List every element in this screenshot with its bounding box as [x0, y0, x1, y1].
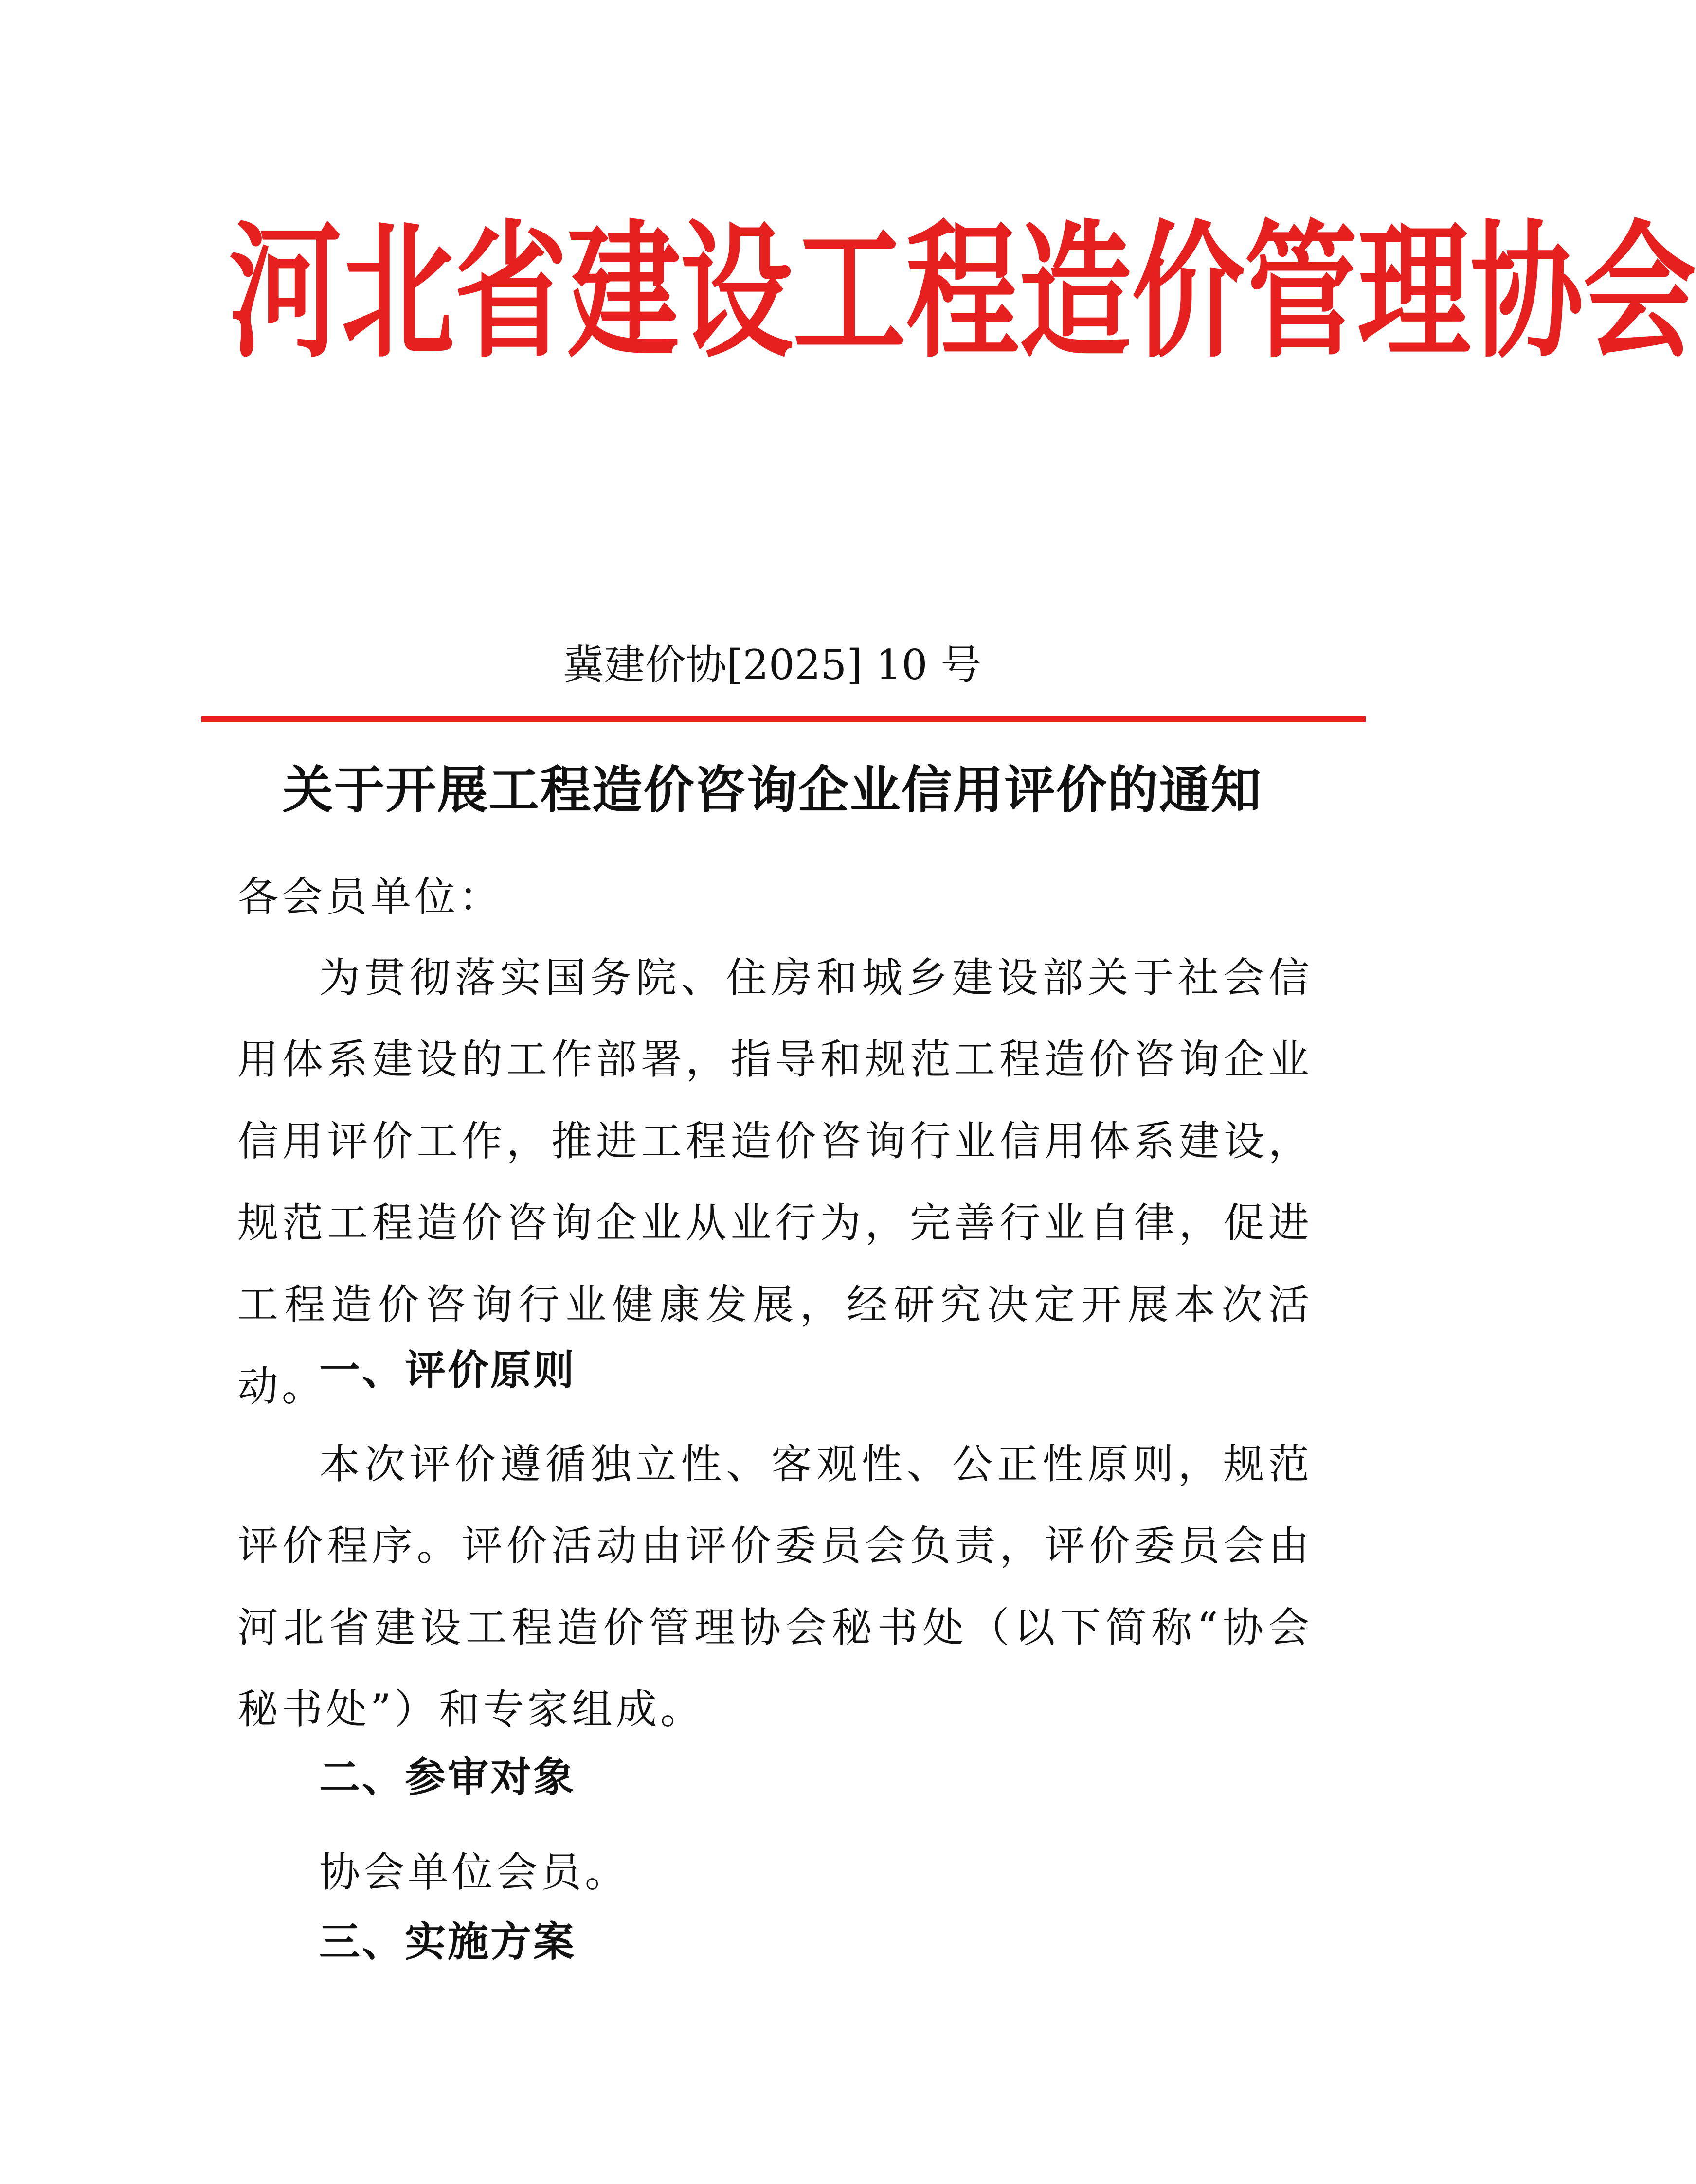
participants-paragraph-text: 协会单位会员。 — [319, 1848, 630, 1896]
masthead-char: 设 — [680, 205, 794, 378]
masthead-title — [229, 184, 1696, 399]
masthead-char: 协 — [1470, 205, 1584, 378]
masthead-char: 管 — [1245, 205, 1358, 378]
masthead-char: 理 — [1357, 205, 1471, 378]
masthead-char: 省 — [454, 205, 568, 378]
red-divider-rule — [201, 716, 1366, 722]
section-heading-principles: 一、评价原则 — [319, 1346, 577, 1394]
masthead-char: 程 — [906, 205, 1019, 378]
section-heading-implementation: 三、实施方案 — [319, 1918, 577, 1966]
intro-paragraph-text: 为贯彻落实国务院、住房和城乡建设部关于社会信用体系建设的工作部署，指导和规范工程造价咨询企业信用评价工作，推进工程造价咨询行业信用体系建设，规范工程造价咨询企业从业行为，完善行业自律，促进工程造价咨询行业健康发展，经研究决定开展本次活动。 — [237, 954, 1313, 1410]
masthead-char: 会 — [1583, 205, 1696, 378]
document-number: 冀建价协[2025] 10 号 — [563, 641, 982, 689]
section-body-principles — [237, 1423, 1313, 1750]
section-heading-participants: 二、参审对象 — [319, 1754, 577, 1801]
masthead-char: 工 — [793, 205, 906, 378]
section-body-participants — [237, 1831, 1313, 1913]
masthead-char: 价 — [1132, 205, 1245, 378]
masthead-char: 造 — [1019, 205, 1132, 378]
masthead-char: 河 — [229, 205, 342, 378]
notice-title: 关于开展工程造价咨询企业信用评价的通知 — [282, 760, 1263, 820]
masthead-char: 建 — [567, 205, 681, 378]
salutation: 各会员单位： — [237, 873, 504, 921]
principles-paragraph-text: 本次评价遵循独立性、客观性、公正性原则，规范评价程序。评价活动由评价委员会负责，评价委员会由河北省建设工程造价管理协会秘书处（以下简称“协会秘书处”）和专家组成。 — [237, 1440, 1313, 1733]
masthead-char: 北 — [342, 205, 455, 378]
